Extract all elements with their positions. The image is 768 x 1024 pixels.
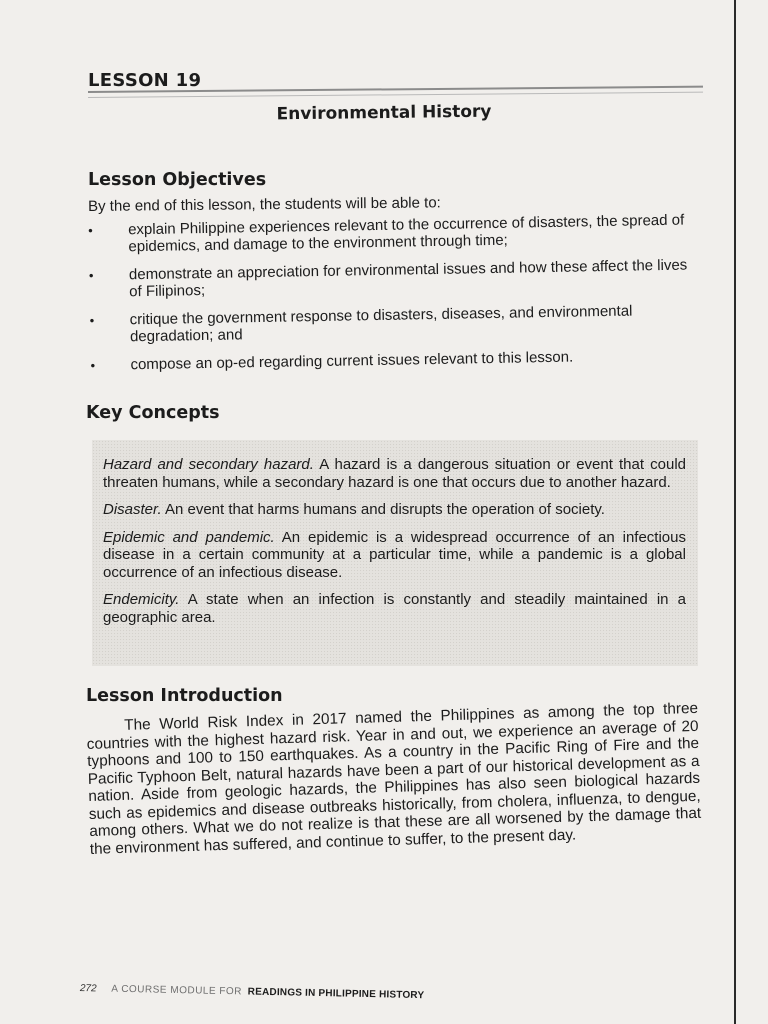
concept-definition: A hazard is a dangerous situation or event that could threaten humans, while a secondary hazard is one that occurs due to another hazard. xyxy=(103,456,686,491)
concept-definition: A state when an infection is constantly and steadily maintained in a geographic area. xyxy=(103,591,686,626)
concept-term: Disaster. xyxy=(103,501,162,518)
lesson-label: LESSON 19 xyxy=(88,70,202,91)
module-title: READINGS IN PHILIPPINE HISTORY xyxy=(247,986,425,1002)
key-concepts-list xyxy=(103,456,686,636)
concept-definition: An event that harms humans and disrupts the operation of society. xyxy=(164,501,605,518)
introduction-paragraph: The World Risk Index in 2017 named the Philippines as among the top three countries with the highest hazard risk. Year in and out, we experience an average of 20 typhoons and 100 to 150 earthquakes. As a country in the Pacific Ring of Fire and the Pacific Typhoon Belt, natural hazards have been a part of our historical development as a nation. Aside from geologic hazards, the Philippines has also seen biological hazards such as epidemics and disease outbreaks historically, from cholera, influenza, to dengue, among others. What we do not realize is that these are all worsened by the damage that the environment has suffered, and continue to suffer, to the present day. xyxy=(86,699,702,858)
introduction-heading: Lesson Introduction xyxy=(86,686,283,706)
page-footer xyxy=(80,983,425,1001)
concept-item xyxy=(103,456,686,491)
concept-term: Hazard and secondary hazard. xyxy=(103,456,314,473)
concept-term: Epidemic and pandemic. xyxy=(103,528,275,546)
objective-item: • critique the government response to disasters, diseases, and environmental degradation; and xyxy=(90,301,701,346)
page-edge-line xyxy=(734,0,736,1024)
key-concepts-heading: Key Concepts xyxy=(86,403,220,423)
lesson-title: Environmental History xyxy=(276,101,492,125)
objective-item: • demonstrate an appreciation for environmental issues and how these affect the lives of Filipinos; xyxy=(89,256,700,301)
objectives-heading: Lesson Objectives xyxy=(88,170,267,190)
objective-item: • explain Philippine experiences relevant to the occurrence of disasters, the spread of epidemics, and damage to the environment through time; xyxy=(88,211,699,256)
concept-item xyxy=(103,529,686,582)
concept-item xyxy=(103,591,686,626)
concept-definition: An epidemic is a widespread occurrence of an infectious disease in a certain community at a particular time, while a pandemic is a global occurrence of an infectious disease. xyxy=(103,528,686,581)
objectives-list xyxy=(88,211,701,385)
module-prefix: A COURSE MODULE FOR xyxy=(111,983,243,998)
concept-item xyxy=(103,501,686,519)
objectives-intro: By the end of this lesson, the students will be able to: xyxy=(88,194,441,215)
page-number: 272 xyxy=(79,983,97,995)
concept-term: Endemicity. xyxy=(103,591,180,608)
objective-item: • compose an op-ed regarding current issues relevant to this lesson. xyxy=(90,346,700,374)
